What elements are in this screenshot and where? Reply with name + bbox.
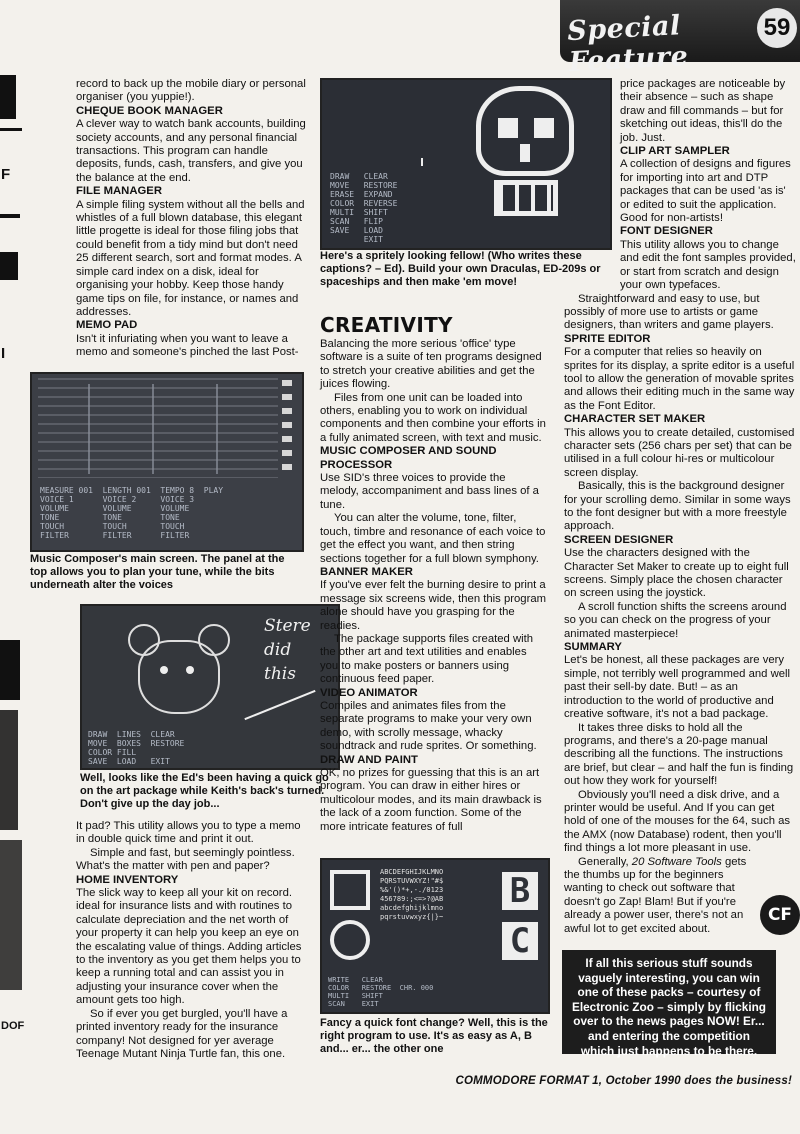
heading-sprite-editor: SPRITE EDITOR [564, 332, 651, 345]
heading-memo-pad: MEMO PAD [76, 319, 138, 332]
paragraph: Simple and fast, but seemingly pointless. What's the matter with pen and paper? [76, 846, 295, 873]
font-letter-c: C [502, 922, 538, 960]
paragraph: Use the characters designed with the Character Set Maker to create up to eight full screens. Simply place the chosen character on screen using the joystick. [564, 547, 789, 600]
heading-home-inventory: HOME INVENTORY [76, 873, 179, 886]
paragraph: Straightforward and easy to use, but possibly of more use to artists or game designers, than writers and game players. [564, 292, 774, 332]
bear-tool-menu: DRAW LINES CLEAR MOVE BOXES RESTORE COLOR FILL SAVE LOAD EXIT [88, 730, 185, 766]
bear-eye [160, 666, 168, 674]
heading-file-manager: FILE MANAGER [76, 185, 162, 198]
font-caption: Fancy a quick font change? Well, this is the right program to use. It's as easy as A, B and... er... the other one [320, 1017, 548, 1055]
margin-tab [0, 128, 22, 131]
paragraph: The slick way to keep all your kit on record. ideal for insurance lists and with routines to calculate depreciation and the net worth of your property it can help you keep an eye on the escalating value of things. Adding articles to the inventory as you get them helps you to keep a running total and can assist you in adjusting your insurance cover when the amount gets too high. [76, 887, 302, 1007]
cursor-plus [421, 158, 431, 166]
product-name: 20 Software Tools [631, 855, 722, 868]
smiley-glyph [330, 920, 370, 960]
margin-tab [0, 640, 20, 700]
column-2 [320, 314, 547, 834]
heading-summary: SUMMARY [564, 641, 622, 654]
font-designer-screenshot [320, 858, 550, 1014]
margin-tab [0, 710, 18, 830]
margin-tab [0, 252, 18, 280]
bear-handwritten-text: Stere did this [264, 616, 311, 684]
music-side-markers [282, 380, 292, 476]
skull-caption: Here's a spritely looking fellow! (Who writes these captions? – Ed). Build your own Draculas, ED-209s or spaceships and then make 'em move! [320, 250, 601, 288]
column-1-bottom [76, 820, 307, 1061]
heading-video-animator: VIDEO ANIMATOR [320, 686, 418, 699]
summary-text: Generally, [578, 855, 632, 868]
margin-letter: DOF [1, 1020, 25, 1032]
paragraph: A scroll function shifts the screens around so you can check on the progress of your animated masterpiece! [564, 600, 787, 640]
paragraph: Obviously you'll need a disk drive, and a printer would be useful. And If you can get hold of one of the mouses for the 64, such as the AMX (now Database) rodent, then you'll find things a lot more pleasant in use. [564, 788, 791, 855]
heading-font-designer: FONT DESIGNER [620, 225, 713, 238]
margin-letter: I [1, 345, 6, 362]
bear-caption: Well, looks like the Ed's been having a quick go on the art package while Keith's back's turned. Don't give up the day job... [80, 772, 329, 810]
paragraph: This allows you to create detailed, customised character sets (256 chars per set) that can be utilised in a full colour hi-res or multicolour screen display. [564, 426, 795, 479]
margin-tab [0, 75, 16, 119]
heading-banner-maker: BANNER MAKER [320, 565, 413, 578]
sprite-editor-menu: DRAW CLEAR MOVE RESTORE ERASE EXPAND COLOR REVERSE MULTI SHIFT SCAN FLIP SAVE LOAD EXIT [330, 172, 398, 244]
font-character-grid: ABCDEFGHIJKLMNO PQRSTUVWXYZ!"#$ %&'()*+,-./0123 456789:;<=>?@AB abcdefghijklmno pqrstuvwxyz{|}~ [380, 868, 444, 921]
paragraph: record to back up the mobile diary or personal organiser (you yuppie!). [76, 78, 306, 104]
paragraph: Files from one unit can be loaded into others, enabling you to work on individual components and then combine your efforts in a fully animated screen, with text and music. [320, 391, 546, 444]
margin-tab [0, 214, 20, 218]
skull-head [476, 86, 574, 176]
paragraph: The package supports files created with the other art and text utilities and enables you to make posters or banners using continuous feed paper. [320, 632, 534, 686]
paragraph: So if ever you get burgled, you'll have a printed inventory ready for the insurance company! Not designed for yer average Teenage Mutant Ninja Turtle fan, this one. [76, 1007, 288, 1060]
paragraph: A simple filing system without all the bells and whistles of a full blown database, this elegant little progette is ideal for those filing jobs that could benefit from a tidy mind but don't need 25 different search, sort and format modes. A simple card index on a disk, ideal for organising your hobby. Keep those handy game tips on file, for instance, or names and addresses. [76, 198, 305, 318]
bear-drawing-screenshot [80, 604, 340, 770]
music-voice-panel: MEASURE 001 LENGTH 001 TEMPO 8 PLAY VOICE 1 VOICE 2 VOICE 3 VOLUME VOLUME VOLUME TONE TONE TONE TOUCH TOUCH TOUCH FILTER FILTER FILTER [40, 486, 224, 540]
heading-clip-art-sampler: CLIP ART SAMPLER [620, 145, 730, 158]
paragraph: If you've ever felt the burning desire to print a message six screens wide, then this program alone should have you grasping for the readies. [320, 579, 547, 632]
bear-ear-right [198, 624, 230, 656]
skull-jaw [494, 180, 558, 216]
paragraph: It pad? This utility allows you to type a memo in double quick time and print it out. [76, 820, 301, 846]
page-footer: COMMODORE FORMAT 1, October 1990 does the business! [455, 1075, 792, 1087]
paragraph: For a computer that relies so heavily on sprites for its display, a sprite editor is a useful tool to allow the generation of movable sprites and allows their editing much in the same way as the Font Editor. [564, 346, 795, 412]
heading-screen-designer: SCREEN DESIGNER [564, 533, 674, 546]
margin-letter: F [1, 166, 11, 183]
paragraph: Isn't it infuriating when you want to leave a memo and someone's pinched the last Post- [76, 332, 299, 359]
summary-text: gets the thumbs up for the beginners wanting to check out software that doesn't go Zap! Blam! But if you're already a power user, there's not an awful lot to get excited about. [564, 855, 747, 935]
skull-nose [520, 144, 530, 162]
heading-draw-and-paint: DRAW AND PAINT [320, 753, 418, 766]
paragraph: Balancing the more serious 'office' type software is a suite of ten programs designed to stretch your creative abilities and get the juices flowing. [320, 338, 542, 391]
paragraph: OK, no prizes for guessing that this is an art program. You can draw in either hires or multicolour modes, and its main drawback is the lack of a zoom function. Some of the more intricate features of full [320, 767, 542, 833]
paragraph: price packages are noticeable by their absence – such as shape draw and fill commands – but for sketching out ideas, this'll do the job. Just. [620, 78, 786, 144]
paragraph: Use SID's three voices to provide the melody, accompaniment and bass lines of a tune. [320, 472, 539, 511]
section-title: Special Feature [566, 10, 689, 79]
skull-eye-right [534, 118, 554, 138]
competition-box: If all this serious stuff sounds vaguely interesting, you can win one of these packs – courtesy of Electronic Zoo – simply by flicking over to the news pages NOW! Er... and entering the competition which just happens to be there. [562, 950, 776, 1054]
paragraph: A collection of designs and figures for importing into art and DTP packages that can be used 'as is' or edited to suit the application. Good for non-artists! [620, 158, 791, 225]
paragraph: Compiles and animates files from the separate programs to make your very own demo, with scrolly message, whacky soundtrack and rude sprites. Or something. [320, 699, 537, 753]
font-letter-b: B [502, 872, 538, 910]
skull-eye-left [498, 118, 518, 138]
bear-arrow [244, 690, 315, 720]
font-designer-menu: WRITE CLEAR COLOR RESTORE CHR. 000 MULTI SHIFT SCAN EXIT [328, 976, 434, 1008]
spiral-glyph [330, 870, 370, 910]
paragraph: Let's be honest, all these packages are very simple, not terribly well programmed and well past their sell-by date. But! – as an introduction to the world of productive and creative software, it's not a bad package. [564, 654, 791, 721]
creativity-heading: CREATIVITY [320, 313, 453, 337]
paragraph: It takes three disks to hold all the programs, and there's a 20-page manual describing all the functions. The instructions are brief, but clear – and half the fun is finding out how they work for yourself! [564, 721, 794, 788]
paragraph: A clever way to watch bank accounts, building society accounts, and any personal financial transactions. This program can handle deposits, funds, cash, transfers, and give you the balance at the end. [76, 118, 306, 184]
page-number: 59 [757, 8, 797, 48]
column-3 [564, 78, 796, 936]
heading-cheque-book-manager: CHEQUE BOOK MANAGER [76, 104, 223, 117]
paragraph: You can alter the volume, tone, filter, touch, timbre and resonance of each voice to get the effect you want, and then string sections together for a full blown symphony. [320, 512, 546, 565]
paragraph: This utility allows you to change and edit the font samples provided, or start from scratch and design your own typefaces. [620, 238, 796, 292]
bear-eye [186, 666, 194, 674]
column-1-top [76, 78, 307, 360]
music-composer-screenshot [30, 372, 304, 552]
music-notes-overlay [52, 384, 262, 474]
heading-music-composer: MUSIC COMPOSER AND SOUND PROCESSOR [320, 445, 497, 471]
commodore-format-logo: CF [760, 895, 800, 935]
paragraph: Basically, this is the background designer for your scrolling demo. Similar in some ways to the font designer but with a more freestyle approach. [564, 480, 791, 533]
music-composer-caption: Music Composer's main screen. The panel at the top allows you to plan your tune, while the bits underneath alter the voices [30, 553, 285, 591]
heading-character-set-maker: CHARACTER SET MAKER [564, 413, 706, 426]
bear-ear-left [128, 624, 160, 656]
margin-tab [0, 840, 22, 990]
